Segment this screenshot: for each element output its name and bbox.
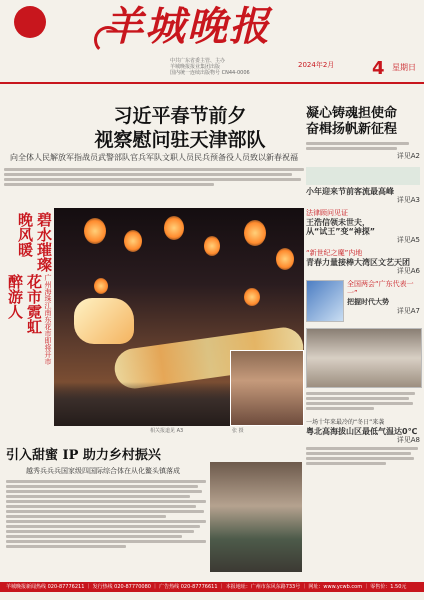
sidebar-headline-6: 粤北高海拔山区最低气温达0℃ <box>306 427 418 436</box>
masthead-divider <box>0 82 424 84</box>
page-number: 4 <box>372 58 385 79</box>
headline-line: 王浩信领未世夫， <box>306 218 370 227</box>
right-sidebar <box>306 96 420 556</box>
feature-title-col: 花市霓虹 <box>25 274 43 334</box>
sidebar-kicker-6: 一场十年来最冷的“冬日”来袭 <box>306 419 385 426</box>
sidebar-kicker-4: “新世纪之魔”内地 <box>306 249 363 257</box>
ip-story-photo <box>210 462 302 572</box>
headline-line: 凝心铸魂担使命 <box>306 106 398 121</box>
dragon-lantern-head <box>74 298 134 344</box>
sidebar-headline-2: 小年迎来节前客流最高峰 <box>306 187 394 196</box>
sidebar-headline-4: 青春力量接棒大湾区文艺天团 <box>306 258 410 267</box>
feature-title <box>8 212 52 422</box>
sidebar-kicker-3: 法律顾问见证 <box>306 209 348 217</box>
footer-text: 羊城晚报新闻热线 020-87776211 ｜ 发行热线 020-87770080 ｜ 广告热线 020-87776611 ｜ 本报地址：广州市东风东路733号 ｜ 网址：www.ycwb.com ｜ 零售价：1.50元 <box>6 584 407 590</box>
feature-title-col: 醉游人 <box>6 274 24 319</box>
issue-date: 2024年2月 <box>298 61 335 69</box>
sidebar-ref-3: 详见A5 <box>396 236 420 244</box>
sidebar-ref-5: 详见A7 <box>396 307 420 315</box>
masthead-publisher <box>170 58 290 76</box>
headline-line: 从“试王”变“神探” <box>306 227 376 236</box>
feature-title-col: 晚风暖 <box>16 212 34 257</box>
photo-credit: 张 摄 <box>232 428 244 434</box>
sidebar-banner <box>306 167 420 185</box>
publisher-line: 国内统一连续出版物号 CN44-0006 <box>170 70 250 76</box>
inset-photo <box>230 350 304 426</box>
photo-caption-ref: 相关报道见 A3 <box>150 428 184 434</box>
sidebar-promo <box>306 280 420 322</box>
sidebar-headline-5: 把握时代大势 <box>347 298 389 306</box>
sidebar-ref-6: 详见A8 <box>396 436 420 444</box>
feature-subtitle: 广州海珠江南东花市即将开市 <box>44 274 52 365</box>
promo-thumbnail <box>306 280 344 322</box>
publisher-line: 中共广东省委主管、主办 <box>170 58 226 64</box>
headline-line: 习近平春节前夕 <box>113 105 247 127</box>
ip-story-body <box>6 478 206 550</box>
headline-line: 奋楫扬帆新征程 <box>306 122 398 137</box>
feature-title-col: 碧水璀璨 <box>35 212 53 272</box>
ip-story-subhead: 越秀兵兵兵国家级四国际综合体在从化鳌头镇落成 <box>26 467 180 475</box>
headline-line: 视察慰问驻天津部队 <box>94 129 266 151</box>
weekday: 星期日 <box>392 63 416 72</box>
ip-story-headline: 引入甜蜜 IP 助力乡村振兴 <box>6 448 161 463</box>
newspaper-logo-icon <box>14 6 46 38</box>
lead-body-text <box>4 166 304 196</box>
publisher-line: 羊城晚报报业集团出版 <box>170 64 221 70</box>
sidebar-ref-4: 详见A6 <box>396 267 420 275</box>
lead-subhead: 向全体人民解放军指战员武警部队官兵军队文职人员民兵预备役人员致以新春祝福 <box>10 153 298 162</box>
sidebar-headline-3 <box>306 218 420 236</box>
sidebar-headline-1 <box>306 106 420 138</box>
lead-headline <box>40 104 320 152</box>
sidebar-ref-2: 详见A3 <box>396 196 420 204</box>
sidebar-ref-1: 详见A2 <box>396 152 420 160</box>
sidebar-photo <box>306 328 422 388</box>
sidebar-kicker-5: 全国两会“广东代表一一” <box>347 280 414 297</box>
masthead-title: 羊城晚报 <box>103 3 271 50</box>
